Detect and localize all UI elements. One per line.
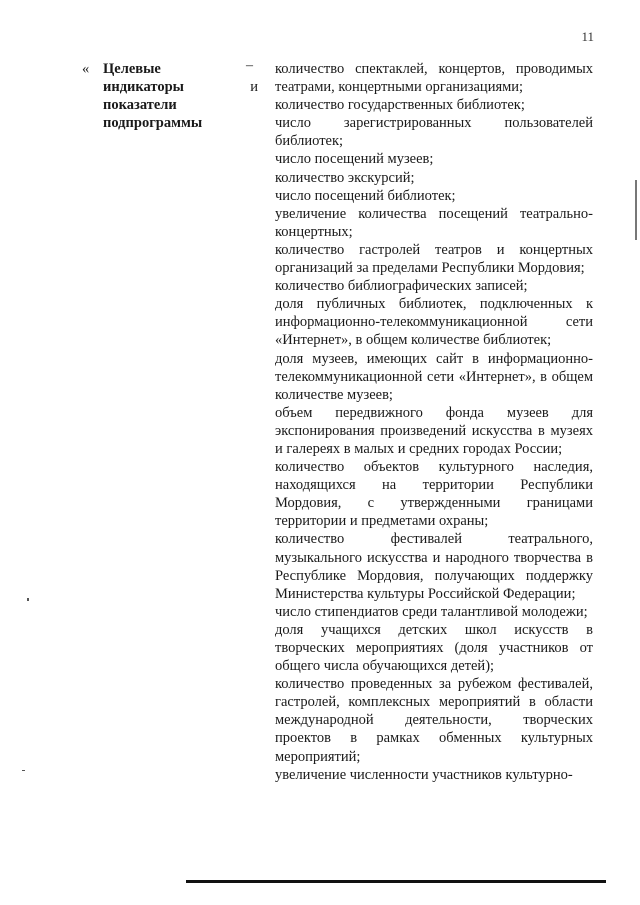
scan-speck — [27, 598, 29, 601]
heading-line-4 — [103, 114, 258, 132]
indicator-item: объем передвижного фонда музеев для экспонирования произведений искусства в музеях и галереях в малых и средних городах России; — [275, 404, 593, 457]
page-number: 11 — [581, 29, 594, 44]
indicator-item: доля публичных библиотек, подключенных к информационно-телекоммуникационной сети «Интернет», в общем количестве библиотек; — [275, 296, 593, 349]
heading-line-1 — [103, 60, 258, 78]
indicator-item: число посещений музеев; — [275, 151, 434, 168]
indicator-item: количество государственных библиотек; — [275, 97, 525, 114]
heading-word-2: индикаторы — [103, 79, 184, 95]
opening-quote: « — [82, 61, 90, 77]
heading-line-3 — [103, 96, 258, 114]
heading-word-1: Целевые — [103, 61, 161, 77]
indicator-item: количество экскурсий; — [275, 169, 415, 186]
indicator-item: доля музеев, имеющих сайт в информационно-телекоммуникационной сети «Интернет», в общем количестве музеев; — [275, 350, 593, 403]
page-bottom-rule — [186, 880, 606, 883]
indicator-item: увеличение численности участников культурно- — [275, 766, 573, 783]
scan-edge-mark — [635, 180, 637, 240]
indicator-item: количество проведенных за рубежом фестивалей, гастролей, комплексных мероприятий в области международной деятельности, творческих проектов в рамках обменных культурных мероприятий; — [275, 676, 593, 765]
indicator-item: количество библиографических записей; — [275, 278, 528, 295]
indicator-item: количество спектаклей, концертов, проводимых театрами, концертными организациями; — [275, 61, 593, 96]
indicator-item: доля учащихся детских школ искусств в творческих мероприятиях (доля участников от общего числа обучающихся детей); — [275, 621, 593, 675]
scan-speck — [22, 770, 25, 771]
indicator-item: число посещений библиотек; — [275, 187, 456, 204]
indicator-item: количество гастролей театров и концертных организаций за пределами Республики Мордовия; — [275, 241, 593, 277]
heading-conjunction: и — [250, 79, 258, 95]
column-separator-dash: – — [246, 58, 253, 73]
heading-word-4: подпрограммы — [103, 115, 203, 131]
indicator-item: увеличение количества посещений театрально-концертных; — [275, 205, 593, 240]
indicator-item: число стипендиатов среди талантливой молодежи; — [275, 603, 588, 620]
indicator-item: число зарегистрированных пользователей библиотек; — [275, 115, 593, 150]
heading-line-2 — [103, 78, 258, 96]
indicator-item: количество объектов культурного наследия, находящихся на территории Республики Мордовия, с утвержденными границами территории и предметами охраны; — [275, 459, 593, 530]
heading-word-3: показатели — [103, 97, 177, 113]
indicator-list — [275, 60, 593, 784]
section-heading — [103, 60, 258, 132]
indicator-item: количество фестивалей театрального, музыкального искусства и народного творчества в Республике Мордовия, получающих поддержку Министерства культуры Российской Федерации; — [275, 531, 593, 602]
